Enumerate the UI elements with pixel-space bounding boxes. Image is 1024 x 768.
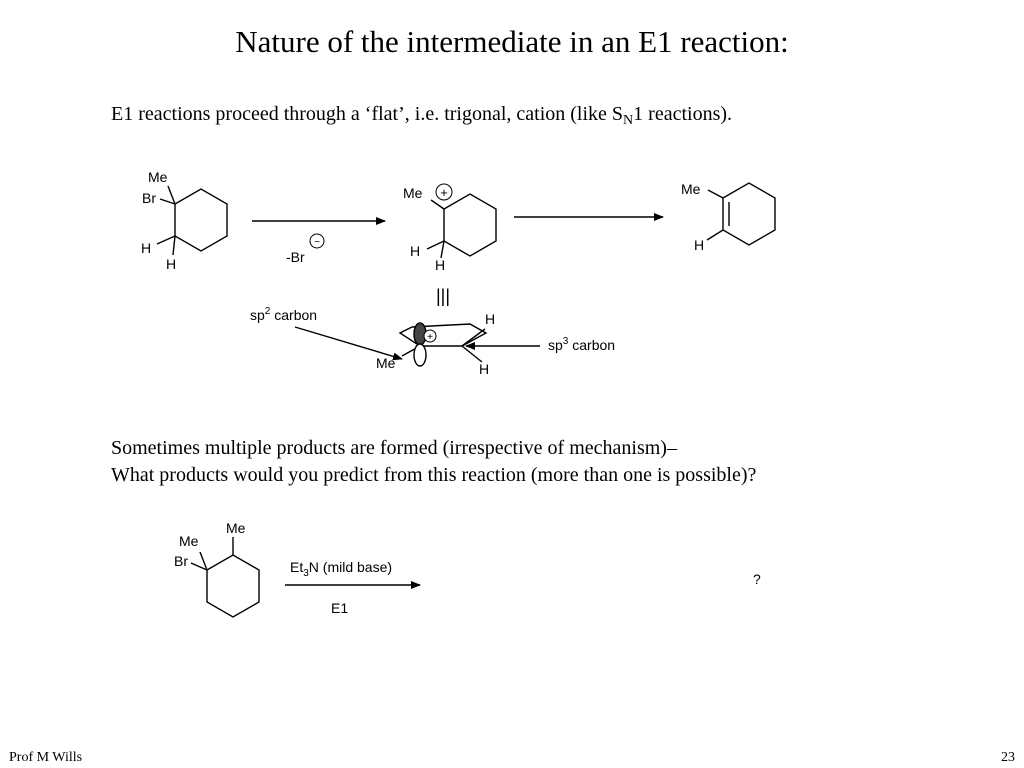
chair-plus-charge: + bbox=[427, 332, 433, 343]
sm-h2-label: H bbox=[166, 256, 177, 272]
sm-br-label: Br bbox=[142, 190, 156, 206]
intro-text-after: 1 reactions). bbox=[633, 103, 733, 125]
question-text: What products would you predict from this reaction (more than one is possible)? bbox=[111, 464, 757, 486]
footer-author: Prof M Wills bbox=[9, 750, 83, 765]
sm-me-label: Me bbox=[148, 169, 168, 185]
plus-charge: + bbox=[440, 185, 448, 200]
starting-material-structure bbox=[157, 186, 227, 255]
intro-subscript: N bbox=[623, 113, 634, 128]
leaving-group-label: -Br bbox=[286, 249, 305, 265]
question-me-top-label: Me bbox=[226, 520, 246, 536]
multiple-products-text: Sometimes multiple products are formed (irrespective of mechanism)– bbox=[111, 437, 677, 459]
question-substrate-structure bbox=[191, 537, 259, 617]
sm-h1-label: H bbox=[141, 240, 152, 256]
cation-h1-label: H bbox=[410, 243, 421, 259]
product-me-label: Me bbox=[681, 181, 701, 197]
chair-h-bottom-label: H bbox=[479, 361, 490, 377]
product-h-label: H bbox=[694, 237, 705, 253]
chair-me-label: Me bbox=[376, 355, 396, 371]
question-me-label: Me bbox=[179, 533, 199, 549]
e1-label: E1 bbox=[331, 600, 349, 616]
minus-charge: − bbox=[314, 237, 320, 248]
sp2-label: $sp^2$ carbon bbox=[250, 306, 318, 323]
cation-structure bbox=[427, 194, 496, 258]
cation-h2-label: H bbox=[435, 257, 446, 273]
equivalence-symbol: ||| bbox=[436, 286, 451, 306]
page-number: 23 bbox=[1001, 750, 1015, 765]
alkene-product-structure bbox=[707, 183, 775, 245]
intro-text-before: E1 reactions proceed through a ‘flat’, i.e. trigonal, cation (like S bbox=[111, 103, 624, 125]
chair-h-top-label: H bbox=[485, 311, 496, 327]
cation-me-label: Me bbox=[403, 185, 423, 201]
sp3-label: $sp^3$ carbon bbox=[548, 336, 616, 353]
question-mark: ? bbox=[753, 571, 761, 587]
reagent-label: $Et_3N$ (mild base) bbox=[290, 559, 393, 579]
chair-cation-structure bbox=[400, 323, 486, 366]
question-br-label: Br bbox=[174, 553, 188, 569]
slide-title: Nature of the intermediate in an E1 reaction: bbox=[235, 24, 789, 59]
